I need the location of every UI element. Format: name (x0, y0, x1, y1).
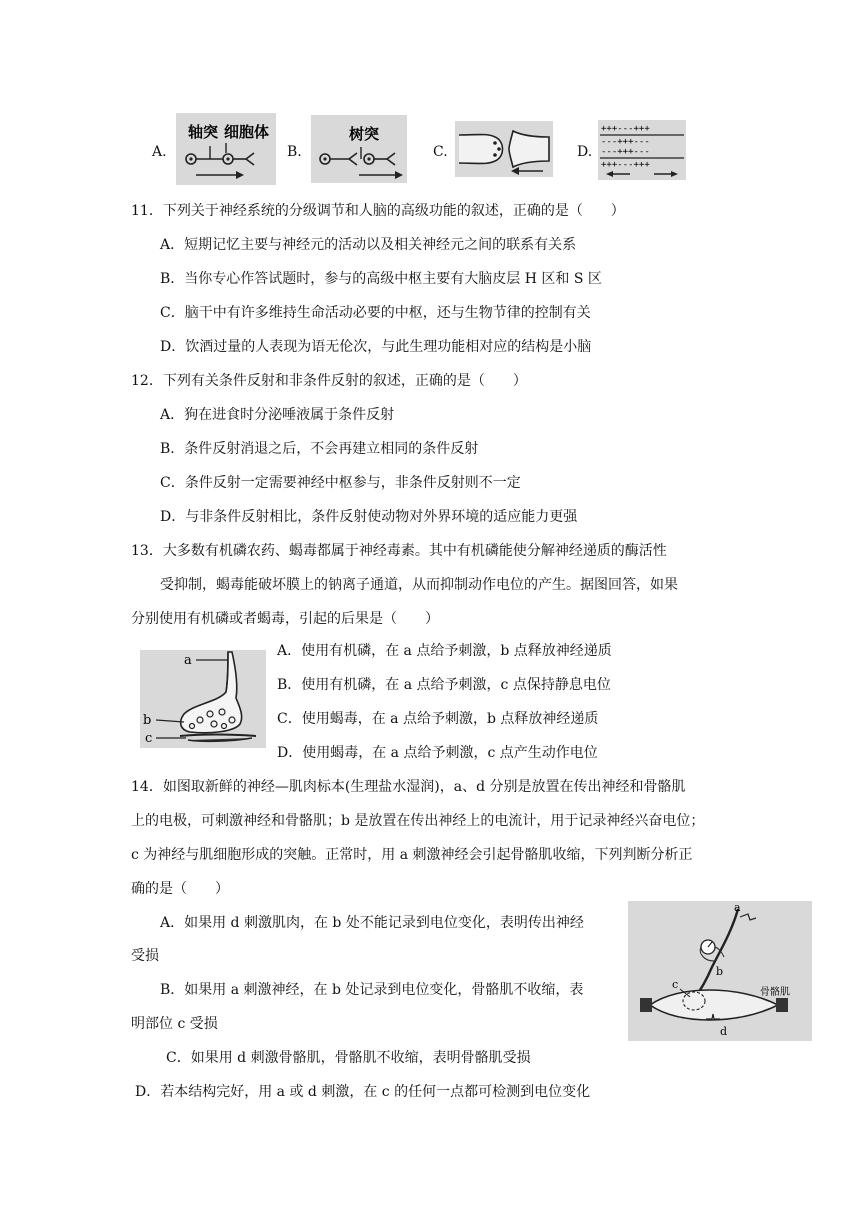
charge-row-2: ---+++--- (601, 137, 650, 147)
synapse-label-c: c (145, 731, 153, 746)
nerve-muscle-figure (628, 901, 812, 1041)
q13-option-b: B．使用有机磷，在 a 点给予刺激，c 点保持静息电位 (277, 677, 611, 693)
figure-option-a (176, 113, 276, 185)
figure-option-b (311, 115, 407, 183)
q13-option-d: D．使用蝎毒，在 a 点给予刺激，c 点产生动作电位 (277, 745, 598, 761)
muscle-label-d: d (720, 1025, 728, 1038)
q13-stem-line-3: 分别使用有机磷或者蝎毒，引起的后果是（ ） (131, 611, 439, 627)
q11-option-b: B．当你专心作答试题时，参与的高级中枢主要有大脑皮层 H 区和 S 区 (160, 271, 602, 287)
q14-option-b-line-2: 明部位 c 受损 (131, 1016, 218, 1032)
q14-option-b-line-1: B．如果用 a 刺激神经，在 b 处记录到电位变化，骨骼肌不收缩，表 (160, 982, 584, 998)
q11-stem: 11．下列关于神经系统的分级调节和人脑的高级功能的叙述，正确的是（ ） (131, 203, 625, 219)
q14-option-d: D．若本结构完好，用 a 或 d 刺激，在 c 的任何一点都可检测到电位变化 (135, 1084, 591, 1100)
q11-option-a: A．短期记忆主要与神经元的活动以及相关神经元之间的联系有关系 (160, 237, 577, 253)
q12-option-c: C．条件反射一定需要神经中枢参与，非条件反射则不一定 (160, 475, 521, 491)
muscle-label: 骨骼肌 (760, 987, 790, 998)
q14-stem-line-3: c 为神经与肌细胞形成的突触。正常时，用 a 刺激神经会引起骨骼肌收缩，下列判断分析正 (131, 847, 693, 863)
q14-stem-line-4: 确的是（ ） (131, 881, 229, 897)
q14-option-a-line-1: A．如果用 d 刺激肌肉，在 b 处不能记录到电位变化，表明传出神经 (160, 915, 584, 931)
option-b-label: B. (287, 144, 302, 160)
axon-label: 轴突 (188, 123, 219, 141)
q13-option-a: A．使用有机磷，在 a 点给予刺激，b 点释放神经递质 (277, 643, 612, 659)
nerve-label-c: c (672, 978, 679, 991)
option-d-label: D. (577, 144, 593, 160)
q13-option-c: C．使用蝎毒，在 a 点给予刺激，b 点释放神经递质 (277, 711, 599, 727)
q13-stem-line-1: 13．大多数有机磷农药、蝎毒都属于神经毒素。其中有机磷能使分解神经递质的酶活性 (131, 543, 667, 559)
charge-row-4: +++---+++ (601, 160, 650, 170)
figure-option-c (455, 121, 553, 177)
q12-option-a: A．狗在进食时分泌唾液属于条件反射 (160, 407, 395, 423)
figure-option-d (598, 120, 686, 180)
q14-stem-line-1: 14．如图取新鲜的神经—肌肉标本(生理盐水湿润)，a、d 分别是放置在传出神经和骨骼肌 (131, 779, 686, 795)
synapse-label-a: a (184, 653, 192, 668)
dendrite-label: 树突 (349, 125, 380, 143)
nerve-label-a: a (734, 901, 741, 914)
synapse-label-b: b (143, 713, 152, 728)
q11-option-d: D．饮酒过量的人表现为语无伦次，与此生理功能相对应的结构是小脑 (160, 339, 592, 355)
option-a-label: A. (152, 144, 167, 160)
q12-option-d: D．与非条件反射相比，条件反射使动物对外界环境的适应能力更强 (160, 509, 578, 525)
q14-stem-line-2: 上的电极，可刺激神经和骨骼肌；b 是放置在传出神经上的电流计，用于记录神经兴奋电位； (131, 813, 705, 829)
q14-option-c: C．如果用 d 刺激骨骼肌，骨骼肌不收缩，表明骨骼肌受损 (166, 1050, 531, 1066)
nerve-label-b: b (716, 965, 724, 978)
charge-row-3: ---+++--- (601, 147, 650, 157)
cellbody-label: 细胞体 (224, 123, 270, 141)
q14-option-a-line-2: 受损 (131, 948, 159, 964)
option-c-label: C. (433, 144, 448, 160)
synapse-figure (140, 650, 266, 748)
q11-option-c: C．脑干中有许多维持生命活动必要的中枢，还与生物节律的控制有关 (160, 305, 591, 321)
charge-row-1: +++---+++ (601, 124, 650, 134)
q12-option-b: B．条件反射消退之后，不会再建立相同的条件反射 (160, 441, 479, 457)
q13-stem-line-2: 受抑制，蝎毒能破坏膜上的钠离子通道，从而抑制动作电位的产生。据图回答，如果 (160, 577, 678, 593)
q12-stem: 12．下列有关条件反射和非条件反射的叙述，正确的是（ ） (131, 373, 527, 389)
